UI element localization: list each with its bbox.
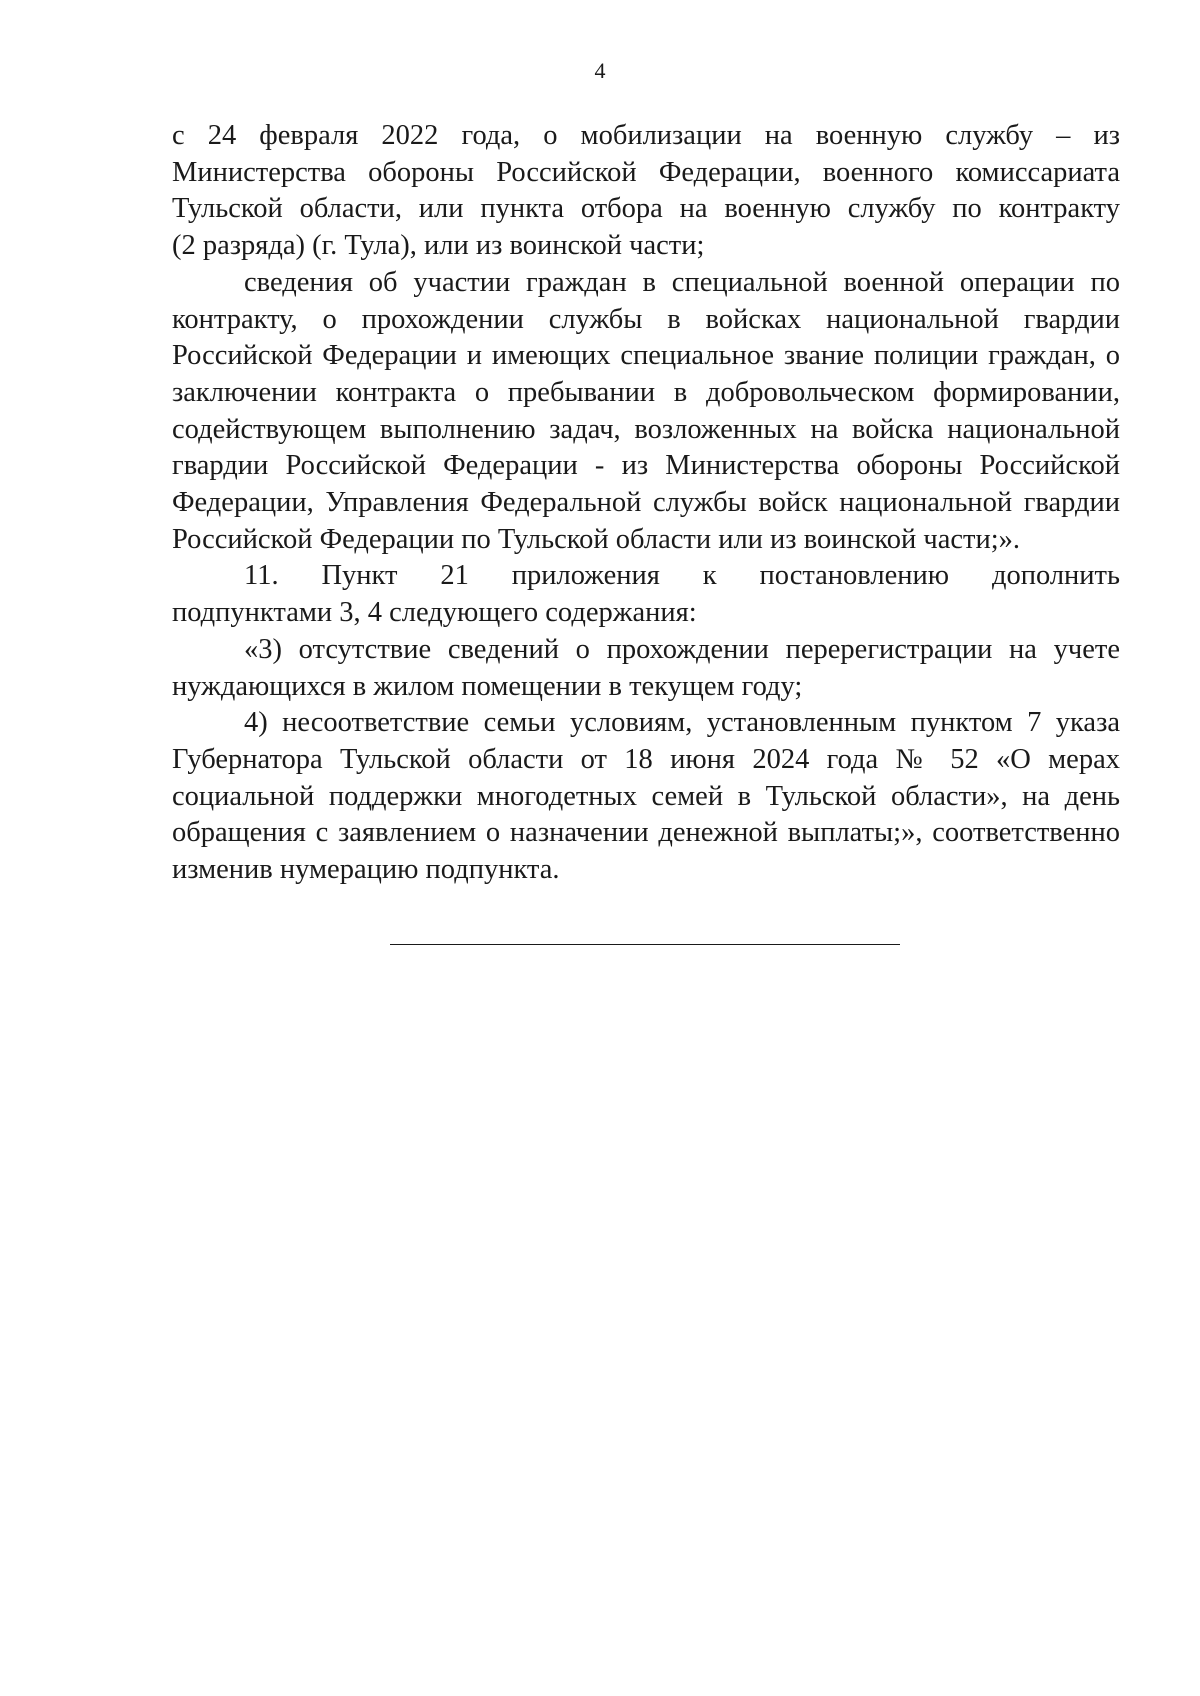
paragraph-text: 11. Пункт 21 приложения к постановлению дополнить — [244, 560, 1120, 592]
paragraph-subitem-4: 4) несоответствие семьи условиям, установленным пунктом 7 указа Губернатора Тульской области от 18 июня 2024 года № 52 «О мерах социальной поддержки многодетных семей в Тульской области», на день обращения с заявлением о назначении денежной выплаты;», соответственно изменив нумерацию подпункта. — [172, 707, 1120, 886]
paragraph-item-11 — [172, 558, 1120, 631]
document-body — [172, 118, 1120, 889]
paragraph-text: подпунктами 3, 4 следующего содержания: — [172, 597, 697, 629]
paragraph-continuation — [172, 118, 1120, 265]
paragraph-subitem-3: «3) отсутствие сведений о прохождении перерегистрации на учете нуждающихся в жилом помещении в текущем году; — [172, 633, 1120, 702]
page-number: 4 — [594, 58, 606, 83]
paragraph-text: с 24 февраля 2022 года, о мобилизации на военную службу – из Министерства обороны Российской Федерации, военного комиссариата Тульской области, или пункта отбора на военную службу по контракту — [172, 120, 1120, 225]
paragraph-text: (2 разряда) (г. Тула), или из воинской части; — [172, 230, 705, 262]
paragraph-information: сведения об участии граждан в специальной военной операции по контракту, о прохождении службы в войсках национальной гвардии Российской Федерации и имеющих специальное звание полиции граждан, о заключении контракта о пребывании в добровольческом формировании, содействующем выполнению задач, возложенных на войска национальной гвардии Российской Федерации - из Министерства обороны Российской Федерации, Управления Федеральной службы войск национальной гвардии Российской Федерации по Тульской области или из воинской части;». — [172, 266, 1120, 555]
end-divider-line — [390, 944, 900, 945]
